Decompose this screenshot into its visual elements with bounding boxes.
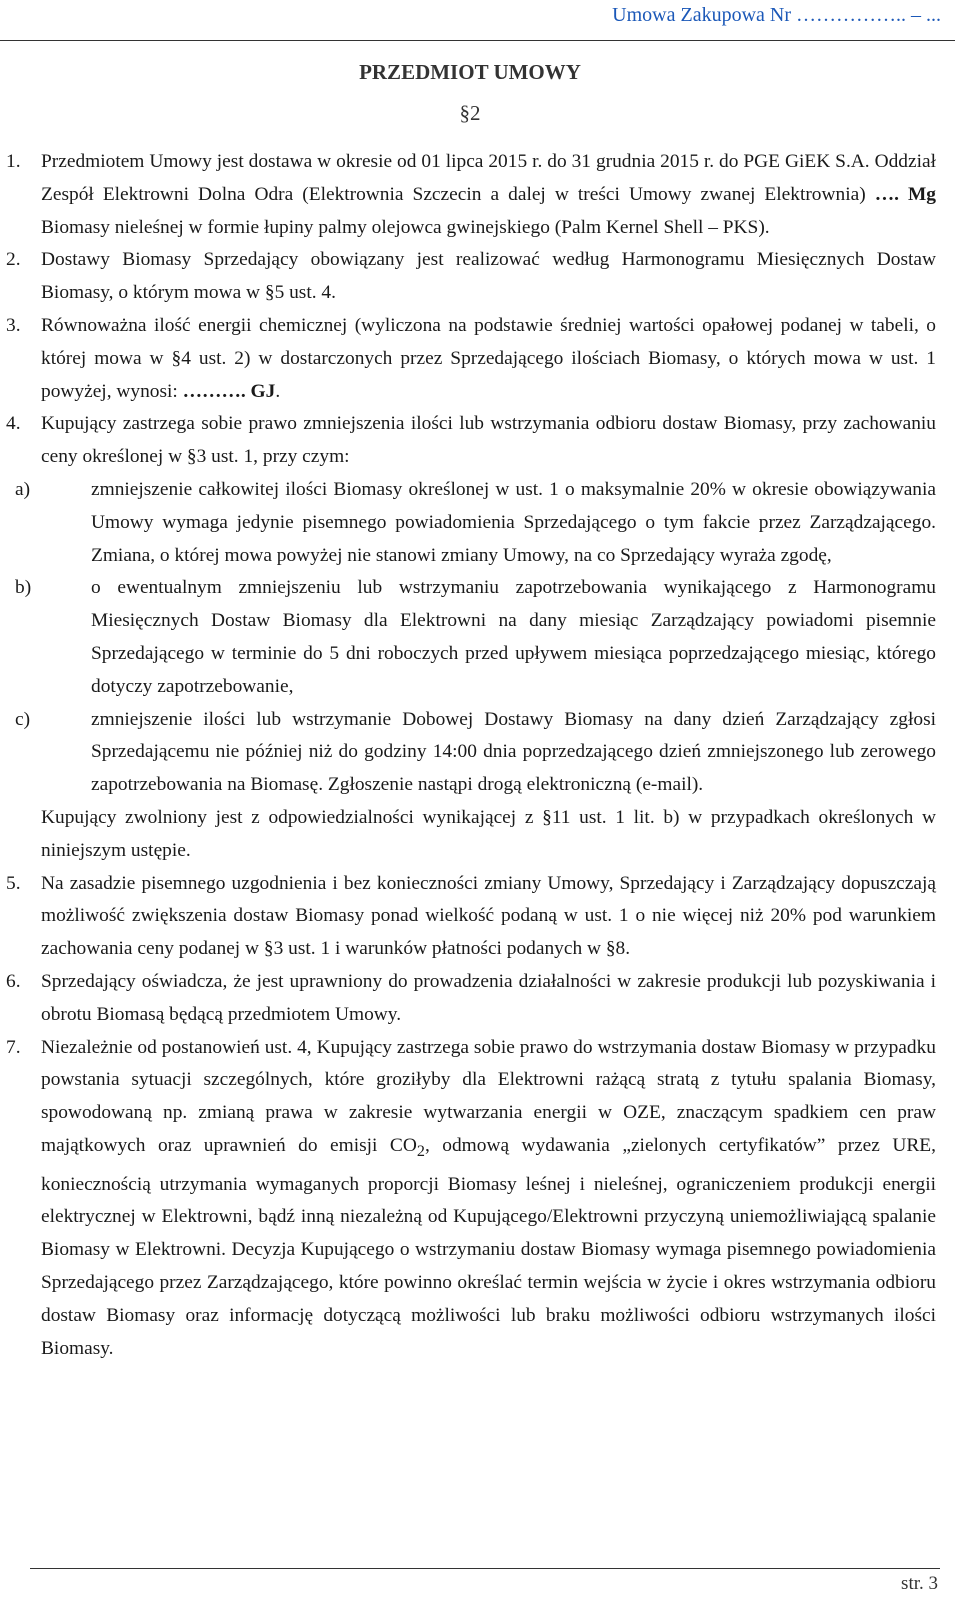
item-text-bold: …. Mg [874,183,936,205]
list-item-2 [6,244,936,310]
sub-item-text: o ewentualnym zmniejszeniu lub wstrzymaniu zapotrzebowania wynikającego z Harmonogramu Miesięcznych Dostaw Biomasy dla Elektrowni na dany miesiąc Zarządzający powiadomi pisemnie Sprzedającego w terminie do 5 dni roboczych przed upływem miesiąca poprzedzającego miesiąc, którego dotyczy zapotrzebowanie, [91,577,936,697]
list-item-4 [6,408,936,474]
item-4-continuation: Kupujący zwolniony jest z odpowiedzialności wynikającej z §11 ust. 1 lit. b) w przypadkach określonych w niniejszym ustępie. [41,806,936,861]
item-number: 6. [6,970,21,992]
document-body [6,146,936,1365]
item-text: Kupujący zastrzega sobie prawo zmniejszenia ilości lub wstrzymania odbioru dostaw Biomasy, przy zachowaniu ceny określonej w §3 ust. 1, przy czym: [41,413,936,468]
item-text: Na zasadzie pisemnego uzgodnienia i bez konieczności zmiany Umowy, Sprzedający i Zarządzający dopuszczają możliwość zwiększenia dostaw Biomasy ponad wielkość podaną w ust. 1 o nie więcej niż 20% pod warunkiem zachowania ceny podanej w §3 ust. 1 i warunków płatności podanych w §8. [41,872,936,960]
item-text: Sprzedający oświadcza, że jest uprawniony do prowadzenia działalności w zakresie produkcji lub pozyskiwania i obrotu Biomasą będącą przedmiotem Umowy. [41,970,936,1025]
footer-divider [30,1568,940,1569]
item-number: 3. [6,314,21,336]
page-header [0,4,955,44]
section-title: PRZEDMIOT UMOWY [359,60,581,84]
sub-item-a [6,474,936,572]
item-number: 4. [6,413,21,435]
item-text: Równoważna ilość energii chemicznej (wyliczona na podstawie średniej wartości opałowej podanej w tabeli, o której mowa w §4 ust. 2) w dostarczonych przez Sprzedającego ilościach Biomasy, o których mowa w ust. 1 powyżej, wynosi: [41,314,936,402]
header-contract-number: Umowa Zakupowa Nr …………….. – ... [612,4,941,26]
sub-item-c [6,704,936,802]
item-text-bold: ………. GJ [182,380,276,402]
item-text: Przedmiotem Umowy jest dostawa w okresie od 01 lipca 2015 r. do 31 grudnia 2015 r. do PGE GiEK S.A. Oddział Zespół Elektrowni Dolna Odra (Elektrownia Szczecin a dalej w treści Umowy zwanej Elektrownia) [41,151,936,205]
item-text: Niezależnie od postanowień ust. 4, Kupujący zastrzega sobie prawo do wstrzymania dostaw Biomasy w przypadku powstania sytuacji szczególnych, które groziłyby dla Elektrowni rażącą stratą z tytułu spalania Biomasy, spowodowaną np. zmianą prawa w zakresie wytwarzania energii w OZE, znaczącym spadkiem cen praw majątkowych oraz uprawnień do emisji CO [41,1036,936,1156]
item-number: 1. [6,151,21,172]
page-number: str. 3 [901,1573,938,1594]
item-text: Dostawy Biomasy Sprzedający obowiązany jest realizować według Harmonogramu Miesięcznych Dostaw Biomasy, o którym mowa w §5 ust. 4. [41,249,936,304]
item-text: , odmową wydawania „zielonych certyfikatów” przez URE, koniecznością utrzymania wymaganych proporcji Biomasy leśnej i nieleśnej, ograniczeniem produkcji energii elektrycznej w Elektrowni, bądź inną niezależną od Kupującego/Elektrowni przyczyną uniemożliwiającą spalanie Biomasy w Elektrowni. Decyzja Kupującego o wstrzymaniu dostaw Biomasy wymaga pisemnego powiadomienia Sprzedającego przez Zarządzającego, które powinno określać termin wejścia w życie i okres wstrzymania odbioru dostaw Biomasy oraz informację dotyczącą możliwości lub braku możliwości odbioru wstrzymanych ilości Biomasy. [41,1134,936,1359]
item-number: 7. [6,1036,21,1058]
item-text: . [275,380,281,402]
item-number: 2. [6,249,21,271]
list-item-7 [6,1032,936,1366]
list-item-6 [6,966,936,1032]
item-number: 5. [6,872,21,894]
list-item-3 [6,310,936,408]
sub-item-letter: a) [15,478,31,500]
sub-item-letter: c) [15,708,31,730]
sub-item-text: zmniejszenie całkowitej ilości Biomasy określonej w ust. 1 o maksymalnie 20% w okresie obowiązywania Umowy wymaga jedynie pisemnego powiadomienia Sprzedającego o tym fakcie przez Zarządzającego. Zmiana, o której mowa powyżej nie stanowi zmiany Umowy, na co Sprzedający wyraża zgodę, [91,478,936,566]
list-item-1 [6,146,936,244]
subscript-2: 2 [416,1142,425,1160]
header-divider [0,40,955,41]
sub-item-text: zmniejszenie ilości lub wstrzymanie Dobowej Dostawy Biomasy na dany dzień Zarządzający zgłosi Sprzedającemu nie później niż do godziny 14:00 dnia poprzedzającego dzień zmniejszonego lub zerowego zapotrzebowania na Biomasę. Zgłoszenie nastąpi drogą elektroniczną (e-mail). [91,708,936,796]
list-item-5 [6,868,936,966]
sub-item-letter: b) [15,577,32,599]
sub-item-b [6,572,936,703]
item-text: Biomasy nieleśnej w formie łupiny palmy olejowca gwinejskiego (Palm Kernel Shell – PKS). [41,216,770,238]
paragraph-mark: §2 [459,101,481,125]
